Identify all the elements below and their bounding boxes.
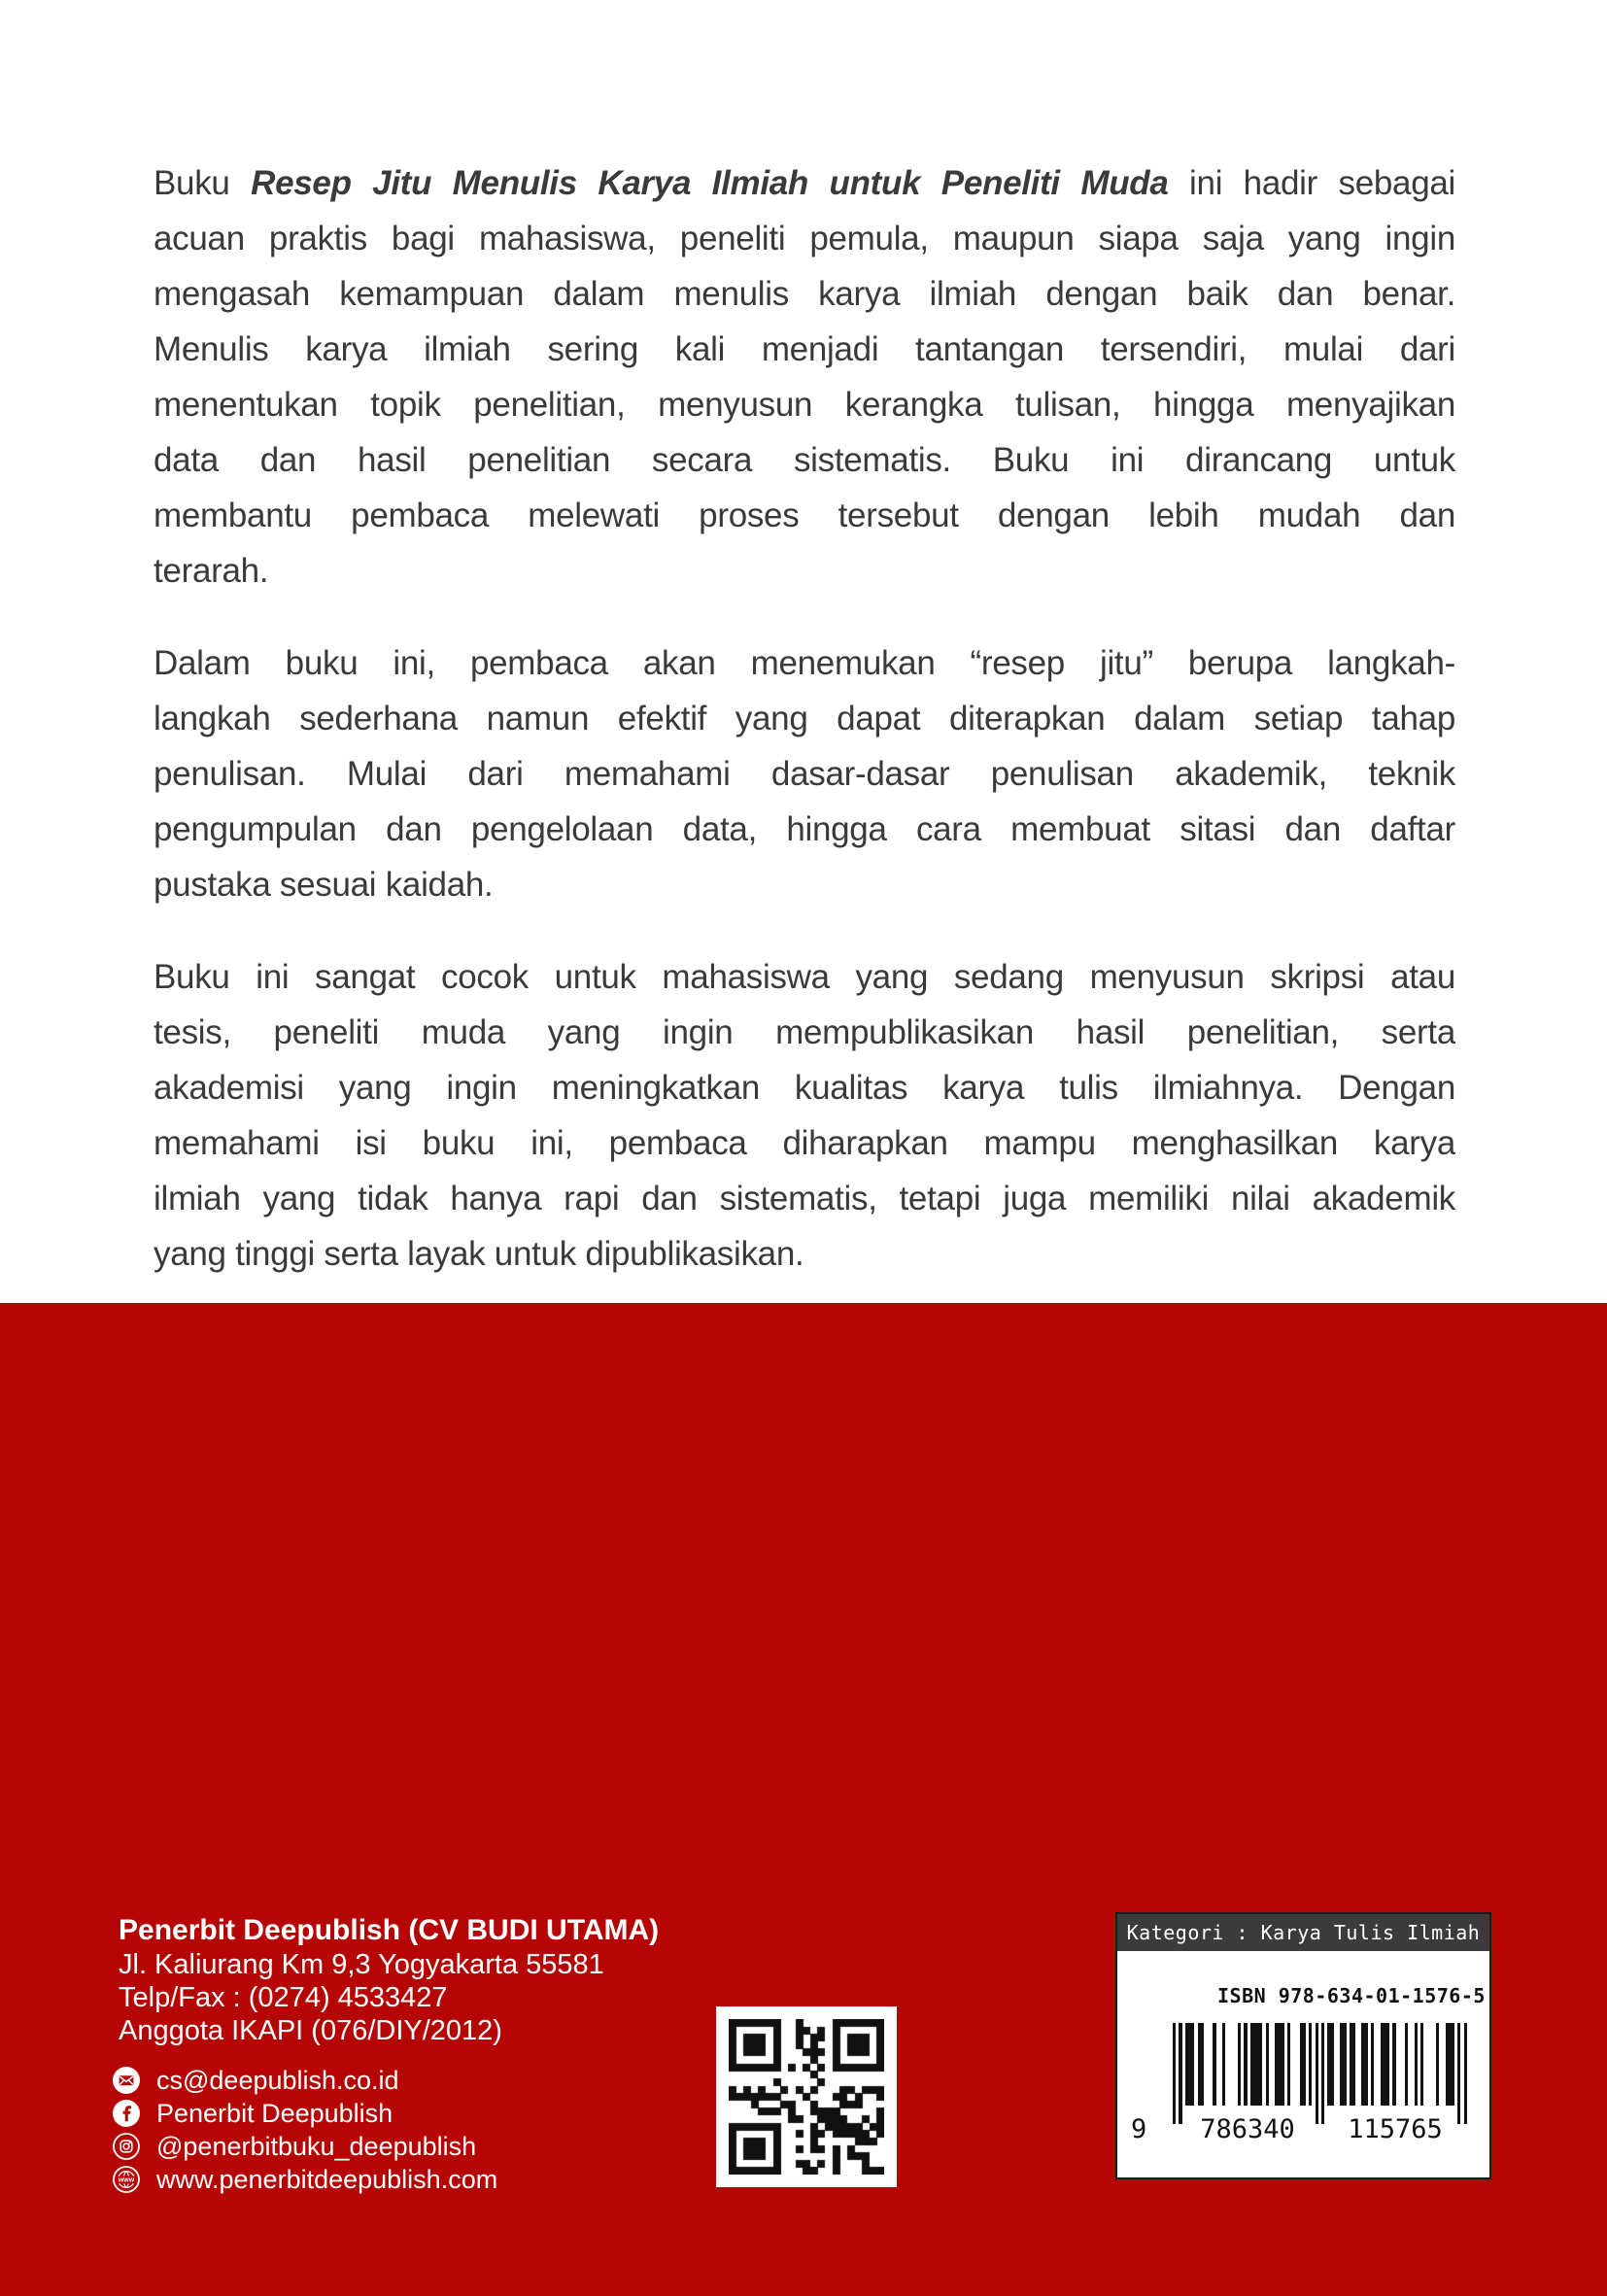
qr-code bbox=[716, 2006, 897, 2187]
synopsis-section bbox=[154, 155, 1455, 1319]
facebook-icon bbox=[113, 2100, 140, 2127]
contact-facebook-text: Penerbit Deepublish bbox=[156, 2098, 393, 2128]
barcode-digits-left: 786340 bbox=[1200, 2114, 1295, 2144]
synopsis-line: akademisi yang ingin meningkatkan kualitas karya tulis ilmiahnya. Dengan bbox=[154, 1069, 1455, 1107]
synopsis-line: memahami isi buku ini, pembaca diharapkan mampu menghasilkan karya bbox=[154, 1124, 1455, 1162]
synopsis-line: penulisan. Mulai dari memahami dasar-dasar penulisan akademik, teknik bbox=[154, 755, 1455, 793]
synopsis-line: Buku ini sangat cocok untuk mahasiswa yang sedang menyusun skripsi atau bbox=[154, 958, 1455, 996]
publisher-address: Jl. Kaliurang Km 9,3 Yogyakarta 55581 bbox=[119, 1949, 604, 1980]
contact-list bbox=[113, 2064, 659, 2196]
ean13-barcode bbox=[1173, 2023, 1467, 2124]
instagram-icon bbox=[113, 2133, 140, 2160]
publisher-phone: Telp/Fax : (0274) 4533427 bbox=[119, 1982, 448, 2013]
publisher-membership: Anggota IKAPI (076/DIY/2012) bbox=[119, 2015, 502, 2046]
synopsis-line: membantu pembaca melewati proses tersebut dengan lebih mudah dan bbox=[154, 497, 1455, 534]
synopsis-line: mengasah kemampuan dalam menulis karya ilmiah dengan baik dan benar. bbox=[154, 275, 1455, 313]
synopsis-line: menentukan topik penelitian, menyusun kerangka tulisan, hingga menyajikan bbox=[154, 386, 1455, 424]
synopsis-line: data dan hasil penelitian secara sistematis. Buku ini dirancang untuk bbox=[154, 441, 1455, 479]
synopsis-line: Buku Resep Jitu Menulis Karya Ilmiah untuk Peneliti Muda ini hadir sebagai bbox=[154, 164, 1455, 202]
barcode-module bbox=[1464, 2023, 1467, 2124]
isbn-barcode-panel bbox=[1115, 1912, 1491, 2179]
synopsis-line: Dalam buku ini, pembaca akan menemukan “resep jitu” berupa langkah- bbox=[154, 644, 1455, 682]
globe-www-icon bbox=[113, 2166, 140, 2193]
email-icon bbox=[113, 2067, 140, 2094]
synopsis-line: pustaka sesuai kaidah. bbox=[154, 866, 494, 904]
qr-code-pattern bbox=[729, 2019, 884, 2175]
publisher-info bbox=[119, 1912, 659, 2196]
publisher-name: Penerbit Deepublish (CV BUDI UTAMA) bbox=[119, 1914, 660, 1946]
svg-text:www: www bbox=[118, 2176, 135, 2184]
synopsis-line: acuan praktis bagi mahasiswa, peneliti pemula, maupun siapa saja yang ingin bbox=[154, 220, 1455, 257]
synopsis-line: tesis, peneliti muda yang ingin mempublikasikan hasil penelitian, serta bbox=[154, 1013, 1455, 1051]
footer-red-band bbox=[0, 1303, 1607, 2296]
category-bar: Kategori : Karya Tulis Ilmiah bbox=[1117, 1914, 1489, 1951]
contact-email-row bbox=[113, 2064, 659, 2097]
barcode-digit-first: 9 bbox=[1131, 2114, 1147, 2144]
synopsis-line: pengumpulan dan pengelolaan data, hingga cara membuat sitasi dan daftar bbox=[154, 810, 1455, 848]
contact-instagram-row bbox=[113, 2130, 659, 2163]
synopsis-paragraph bbox=[154, 155, 1455, 599]
synopsis-paragraph bbox=[154, 949, 1455, 1282]
synopsis-line: yang tinggi serta layak untuk dipublikasikan. bbox=[154, 1235, 804, 1273]
isbn-number: ISBN 978-634-01-1576-5 bbox=[1217, 1984, 1486, 2007]
synopsis-line: terarah. bbox=[154, 552, 269, 590]
synopsis-line: ilmiah yang tidak hanya rapi dan sistematis, tetapi juga memiliki nilai akademik bbox=[154, 1180, 1455, 1217]
contact-instagram-text: @penerbitbuku_deepublish bbox=[156, 2131, 477, 2161]
contact-website-text: www.penerbitdeepublish.com bbox=[156, 2164, 498, 2194]
contact-facebook-row bbox=[113, 2097, 659, 2130]
synopsis-line: Menulis karya ilmiah sering kali menjadi tantangan tersendiri, mulai dari bbox=[154, 330, 1455, 368]
synopsis-line: langkah sederhana namun efektif yang dapat diterapkan dalam setiap tahap bbox=[154, 700, 1455, 737]
synopsis-paragraph bbox=[154, 635, 1455, 912]
contact-website-row bbox=[113, 2163, 659, 2196]
barcode-digits-right: 115765 bbox=[1348, 2114, 1443, 2144]
contact-email-text: cs@deepublish.co.id bbox=[156, 2065, 399, 2095]
